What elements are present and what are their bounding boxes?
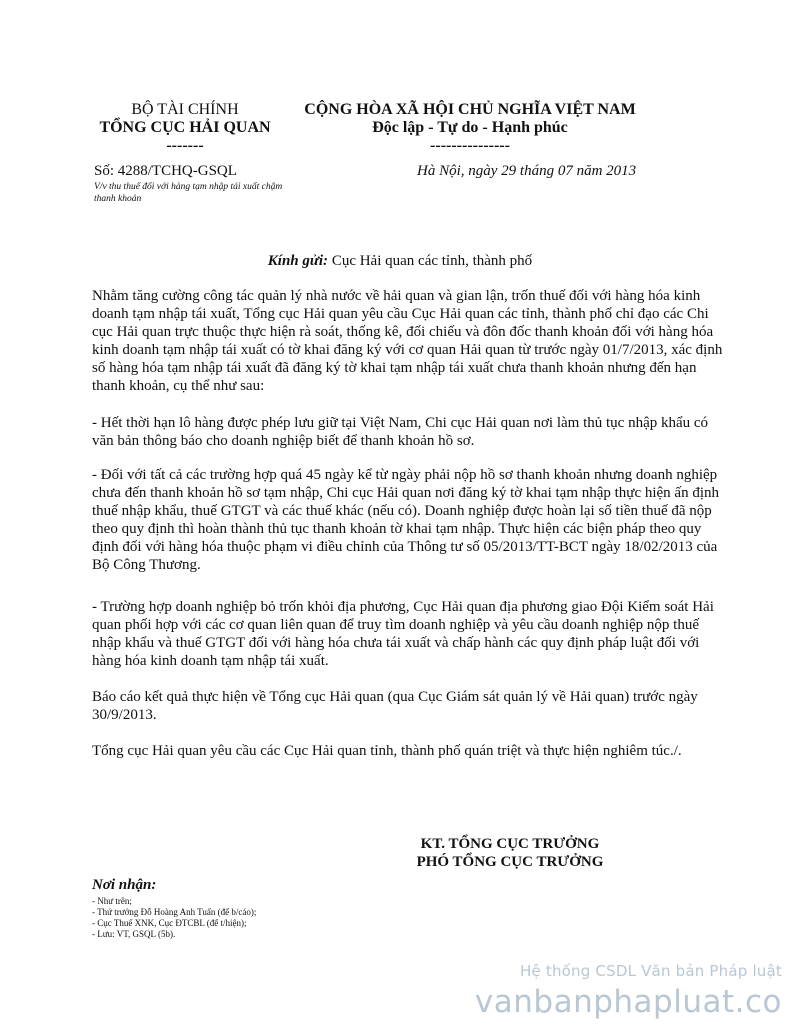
- recipient-item: - Thứ trưởng Đỗ Hoàng Anh Tuấn (để b/cáo);: [92, 907, 257, 917]
- signer-title-line1: KT. TỔNG CỤC TRƯỞNG: [420, 836, 600, 852]
- recipient-item: - Cục Thuế XNK, Cục ĐTCBL (để t/hiện);: [92, 918, 247, 928]
- salutation-label: Kính gửi:: [267, 253, 329, 269]
- body-paragraph: Tổng cục Hải quan yêu cầu các Cục Hải quan tỉnh, thành phố quán triệt và thực hiện nghiêm túc./.: [92, 743, 682, 759]
- agency-divider: -------: [166, 137, 204, 154]
- watermark-caption: Hệ thống CSDL Văn bản Pháp luật: [519, 962, 782, 980]
- ministry-name: BỘ TÀI CHÍNH: [131, 101, 239, 118]
- body-paragraph: - Hết thời hạn lô hàng được phép lưu giữ tại Việt Nam, Chi cục Hải quan nơi làm thủ tục nhập khẩu có văn bản thông báo cho doanh nghiệp biết để thanh khoản hồ sơ.: [92, 415, 709, 449]
- body-paragraph: - Đối với tất cả các trường hợp quá 45 ngày kể từ ngày phải nộp hồ sơ thanh khoản nhưng doanh nghiệp chưa đến thanh khoản hồ sơ tạm nhập, Chi cục Hải quan nơi đăng ký tờ khai tạm nhập thực hiện ấn định thuế nhập khẩu, thuế GTGT và các thuế khác (nếu có). Doanh nghiệp được hoàn lại số tiền thuế đã nộp theo quy định thì hoàn thành thủ tục thanh khoản tờ khai tạm nhập. Thực hiện các biện pháp theo quy định đối với hàng hóa thuộc phạm vi điều chỉnh của Thông tư số 05/2013/TT-BCT ngày 18/02/2013 của Bộ Công Thương.: [92, 467, 719, 573]
- body-paragraph: - Trường hợp doanh nghiệp bỏ trốn khỏi địa phương, Cục Hải quan địa phương giao Đội Kiểm soát Hải quan phối hợp với các cơ quan liên quan để truy tìm doanh nghiệp và yêu cầu doanh nghiệp nộp thuế nhập khẩu và thuế GTGT đối với hàng hóa chưa tái xuất và chấp hành các quy định pháp luật đối với hàng hóa kinh doanh tạm nhập tái xuất.: [92, 599, 714, 669]
- document-number: Số: 4288/TCHQ-GSQL: [94, 163, 237, 179]
- signer-title-line2: PHÓ TỔNG CỤC TRƯỞNG: [416, 854, 604, 870]
- body-paragraph: Báo cáo kết quả thực hiện về Tổng cục Hải quan (qua Cục Giám sát quản lý về Hải quan) trước ngày 30/9/2013.: [92, 689, 698, 723]
- national-title-block: [290, 101, 650, 155]
- recipients-title: Nơi nhận:: [92, 877, 157, 893]
- national-motto: Độc lập - Tự do - Hạnh phúc: [372, 119, 568, 136]
- salutation: [90, 253, 710, 270]
- agency-name: TỔNG CỤC HẢI QUAN: [99, 119, 271, 136]
- place-and-date: Hà Nội, ngày 29 tháng 07 năm 2013: [417, 163, 637, 179]
- signature-block: [400, 835, 620, 871]
- document-subject: V/v thu thuế đối với hàng tạm nhập tái xuất chậm thanh khoản: [94, 182, 283, 204]
- issuing-agency-block: [90, 101, 280, 155]
- body-paragraph: Nhằm tăng cường công tác quản lý nhà nước về hải quan và gian lận, trốn thuế đối với hàng hóa kinh doanh tạm nhập tái xuất, Tổng cục Hải quan yêu cầu Cục Hải quan các tỉnh, thành phố chỉ đạo các Chi cục Hải quan trực thuộc thực hiện rà soát, thống kê, đối chiếu và đôn đốc thanh khoản đối với hàng hóa kinh doanh tạm nhập tái xuất có tờ khai đăng ký với cơ quan Hải quan từ trước ngày 01/7/2013, xác định số hàng hóa tạm nhập tái xuất đã đăng ký tờ khai tạm nhập tái xuất chưa thanh khoản nhưng đến hạn thanh khoản, cụ thể như sau:: [92, 288, 723, 394]
- recipients-list: [92, 896, 412, 940]
- motto-divider: ---------------: [430, 137, 510, 154]
- recipients-block: [92, 877, 412, 940]
- recipient-item: - Lưu: VT, GSQL (5b).: [92, 929, 176, 939]
- watermark: [475, 962, 782, 1020]
- recipient-item: - Như trên;: [92, 896, 132, 906]
- watermark-site: vanbanphapluat.co: [474, 984, 782, 1020]
- salutation-recipient: Cục Hải quan các tỉnh, thành phố: [331, 253, 533, 269]
- republic-name: CỘNG HÒA XÃ HỘI CHỦ NGHĨA VIỆT NAM: [304, 101, 636, 118]
